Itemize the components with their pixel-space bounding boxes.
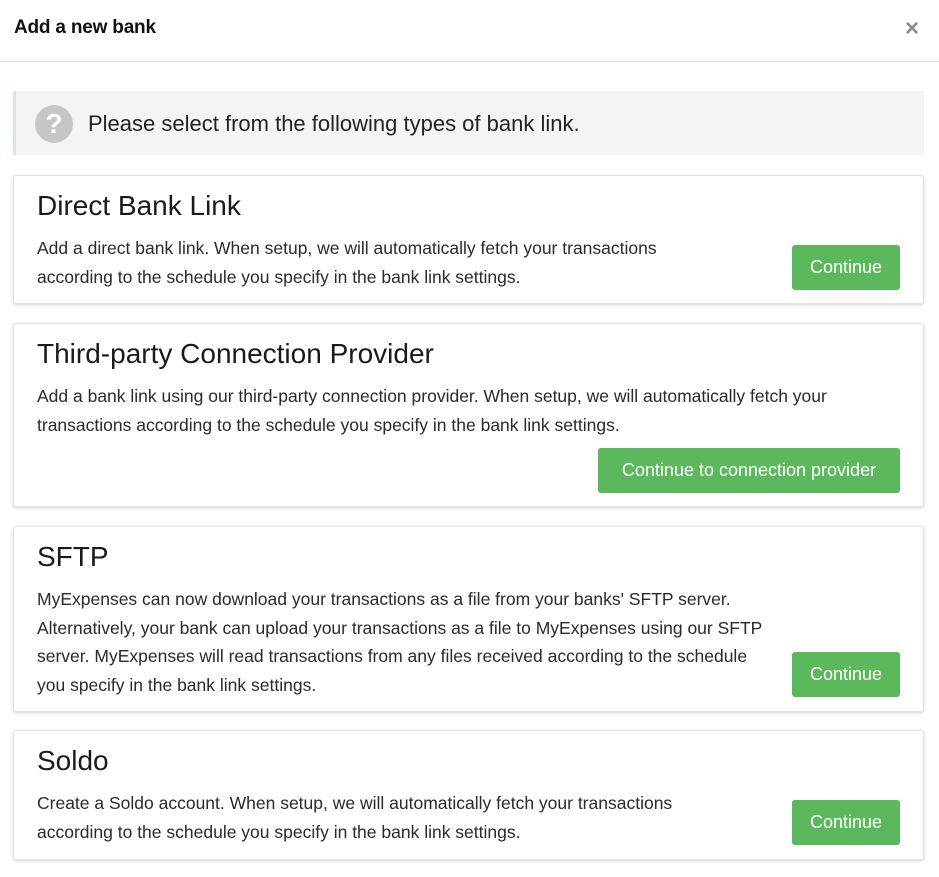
continue-button[interactable]: Continue [792,652,900,697]
option-title: SFTP [37,541,109,572]
option-title: Soldo [37,745,109,776]
option-card-soldo [13,730,924,860]
continue-to-provider-button[interactable]: Continue to connection provider [598,448,900,493]
continue-button[interactable]: Continue [792,800,900,845]
question-circle-icon: ? [35,105,73,143]
option-title: Third-party Connection Provider [37,338,434,369]
option-description: Create a Soldo account. When setup, we will automatically fetch your transactions according to the schedule you specify in the bank link settings. [37,793,673,842]
option-card-direct-bank-link [13,175,924,304]
info-text: Please select from the following types of bank link. [88,111,580,136]
modal-header [0,0,939,62]
option-description: Add a bank link using our third-party connection provider. When setup, we will automatically fetch your transactions according to the schedule you specify in the bank link settings. [37,386,827,435]
info-alert [13,91,924,155]
option-title: Direct Bank Link [37,190,241,221]
close-icon[interactable]: × [904,15,919,42]
option-card-sftp [13,526,924,712]
option-card-third-party-provider [13,323,924,507]
continue-button[interactable]: Continue [792,245,900,290]
option-description: Add a direct bank link. When setup, we will automatically fetch your transactions according to the schedule you specify in the bank link settings. [37,238,657,287]
modal-title: Add a new bank [14,17,156,38]
option-description: MyExpenses can now download your transactions as a file from your banks' SFTP server. Alternatively, your bank can upload your transactions as a file to MyExpenses using our SFTP server. MyExpenses will read transactions from any files received according to the schedule you specify in the bank link settings. [37,589,763,695]
